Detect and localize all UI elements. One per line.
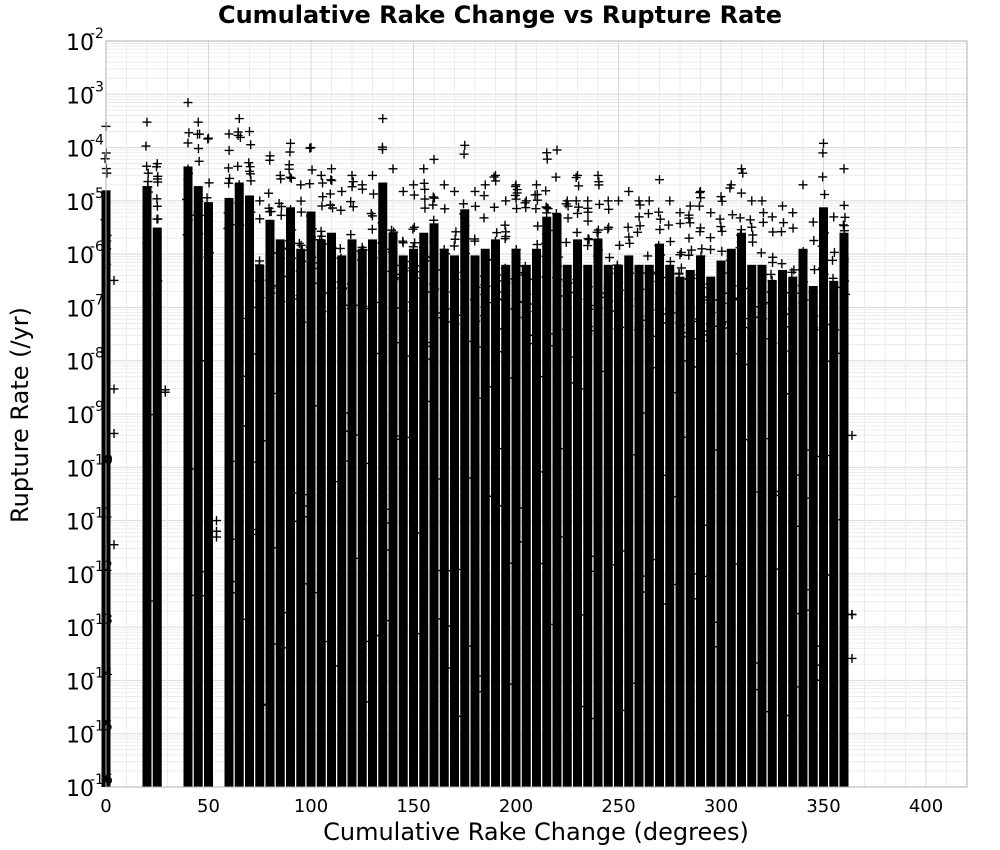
y-tick-label: 10 <box>66 457 94 483</box>
data-point <box>533 240 542 249</box>
data-point <box>420 204 429 213</box>
data-point <box>624 232 633 241</box>
data-point <box>695 188 704 197</box>
data-point-cluster <box>184 166 193 787</box>
data-point <box>512 204 521 213</box>
data-point <box>645 196 654 205</box>
data-point-cluster <box>245 195 254 787</box>
data-point <box>635 196 644 205</box>
data-point <box>161 385 170 394</box>
data-point <box>830 248 839 257</box>
data-point <box>604 196 613 205</box>
data-point <box>102 169 111 178</box>
data-point <box>748 238 757 247</box>
data-point <box>389 164 398 173</box>
data-point <box>716 222 725 231</box>
data-point <box>522 196 531 205</box>
data-point <box>757 248 766 257</box>
y-tick-label: 10 <box>66 297 94 323</box>
data-point <box>675 250 684 259</box>
data-point <box>828 256 837 265</box>
data-point <box>490 173 499 182</box>
y-tick-label: 10 <box>66 190 94 216</box>
data-points <box>101 98 857 787</box>
x-tick-label: 250 <box>601 796 636 817</box>
data-point <box>665 196 674 205</box>
data-point <box>747 196 756 205</box>
data-point-cluster <box>276 239 285 787</box>
y-tick-exponent: -7 <box>90 292 104 309</box>
data-point <box>768 212 777 221</box>
data-point-cluster <box>368 239 377 787</box>
data-point <box>195 157 204 166</box>
x-tick-label: 50 <box>197 796 220 817</box>
data-point-cluster <box>337 255 346 787</box>
data-point <box>318 179 327 188</box>
data-point <box>501 196 510 205</box>
data-point <box>532 180 541 189</box>
y-tick-label: 10 <box>66 510 94 536</box>
data-point <box>225 129 234 138</box>
x-tick-label: 400 <box>908 796 944 817</box>
x-axis-label: Cumulative Rake Change (degrees) <box>323 818 749 846</box>
y-tick-exponent: -11 <box>90 505 113 522</box>
data-point <box>501 234 510 243</box>
data-point <box>308 165 317 174</box>
data-point-cluster <box>460 209 469 787</box>
data-point <box>717 227 726 236</box>
data-point <box>736 213 745 222</box>
data-point <box>305 179 314 188</box>
data-point <box>759 218 768 227</box>
data-point <box>450 241 459 250</box>
chart-title: Cumulative Rake Change vs Rupture Rate <box>217 1 783 29</box>
data-point-cluster <box>194 186 203 787</box>
data-point <box>747 223 756 232</box>
data-point <box>286 139 295 148</box>
x-tick-labels <box>100 796 943 817</box>
data-point <box>336 244 345 253</box>
data-point <box>286 173 295 182</box>
data-point-cluster <box>389 233 398 787</box>
data-point-cluster <box>696 255 705 787</box>
data-point-cluster <box>317 239 326 787</box>
data-point <box>542 202 551 211</box>
data-point <box>337 187 346 196</box>
data-point <box>594 226 603 235</box>
y-tick-label: 10 <box>66 350 94 376</box>
data-point <box>655 225 664 234</box>
y-tick-exponent: -12 <box>90 558 113 575</box>
data-point-cluster <box>563 265 572 787</box>
data-point <box>490 203 499 212</box>
data-point <box>264 189 273 198</box>
data-point <box>544 204 553 213</box>
data-point <box>409 180 418 189</box>
data-point <box>686 218 695 227</box>
data-point-cluster <box>430 223 439 787</box>
data-point <box>574 181 583 190</box>
y-tick-exponent: -10 <box>90 452 113 469</box>
data-point <box>573 228 582 237</box>
data-point <box>738 169 747 178</box>
data-point <box>635 212 644 221</box>
data-point <box>717 192 726 201</box>
data-point <box>574 203 583 212</box>
data-point <box>820 190 829 199</box>
data-point <box>110 384 119 393</box>
data-point <box>541 186 550 195</box>
data-point <box>531 190 540 199</box>
data-point-cluster <box>491 239 500 787</box>
data-point-cluster <box>655 244 664 787</box>
data-point <box>594 171 603 180</box>
data-point-cluster <box>594 239 603 787</box>
data-point <box>696 187 705 196</box>
data-point <box>809 218 818 227</box>
data-point-cluster <box>840 233 849 787</box>
data-point-cluster <box>419 233 428 787</box>
data-point <box>410 191 419 200</box>
data-point-cluster <box>809 286 818 787</box>
data-point-cluster <box>348 239 357 787</box>
data-point-cluster <box>501 265 510 787</box>
data-point <box>624 187 633 196</box>
data-point <box>572 173 581 182</box>
data-point-cluster <box>768 281 777 787</box>
y-tick-exponent: -15 <box>90 718 113 735</box>
data-point <box>336 206 345 215</box>
data-point-cluster <box>624 255 633 787</box>
data-point <box>614 196 623 205</box>
y-tick-exponent: -2 <box>90 26 104 42</box>
data-point <box>450 187 459 196</box>
y-tick-exponent: -5 <box>90 185 104 202</box>
y-tick-label: 10 <box>66 670 94 696</box>
data-point-cluster <box>706 277 715 787</box>
data-point-cluster <box>255 265 264 787</box>
y-tick-exponent: -6 <box>90 239 104 256</box>
data-point <box>368 171 377 180</box>
data-point <box>420 195 429 204</box>
data-point-cluster <box>788 277 797 787</box>
data-point <box>779 218 788 227</box>
y-tick-label: 10 <box>66 84 94 110</box>
data-point <box>307 143 316 152</box>
data-point <box>194 118 203 127</box>
data-point <box>410 238 419 247</box>
data-point <box>512 180 521 189</box>
data-point-cluster <box>737 233 746 787</box>
data-point <box>655 175 664 184</box>
data-point <box>848 431 857 440</box>
y-tick-exponent: -3 <box>90 79 104 96</box>
y-tick-exponent: -13 <box>90 612 113 629</box>
data-point <box>491 171 500 180</box>
y-tick-label: 10 <box>66 137 94 163</box>
y-axis-label: Rupture Rate (/yr) <box>6 307 34 523</box>
data-point-cluster <box>358 249 367 787</box>
y-tick-exponent: -16 <box>90 772 113 788</box>
data-point <box>110 276 119 285</box>
data-point <box>460 141 469 150</box>
data-point <box>551 173 560 182</box>
data-point <box>224 163 233 172</box>
data-point <box>205 178 214 187</box>
data-point <box>285 148 294 157</box>
data-point <box>562 238 571 247</box>
data-point <box>297 241 306 250</box>
data-point <box>777 259 786 268</box>
data-point-cluster <box>204 202 213 787</box>
data-point <box>531 204 540 213</box>
data-point <box>583 241 592 250</box>
data-point <box>758 196 767 205</box>
data-point-cluster <box>409 249 418 787</box>
data-point-cluster <box>819 207 828 787</box>
y-tick-label: 10 <box>66 404 94 429</box>
data-point <box>399 187 408 196</box>
data-point-cluster <box>758 265 767 787</box>
data-point <box>460 150 469 159</box>
data-point <box>255 256 264 265</box>
data-point <box>572 196 581 205</box>
data-point <box>718 197 727 206</box>
data-point <box>706 245 715 254</box>
data-point-cluster <box>583 265 592 787</box>
data-point <box>471 187 480 196</box>
y-tick-label: 10 <box>66 563 94 589</box>
data-point-cluster <box>727 249 736 787</box>
data-point <box>564 214 573 223</box>
data-point-cluster <box>829 281 838 787</box>
y-tick-exponent: -4 <box>90 132 104 149</box>
data-point <box>840 201 849 210</box>
data-point <box>624 223 633 232</box>
data-point <box>327 176 336 185</box>
data-point-cluster <box>296 249 305 787</box>
data-point <box>410 223 419 232</box>
data-point <box>604 223 613 232</box>
data-point <box>819 139 828 148</box>
data-point-cluster <box>235 183 244 787</box>
data-point-cluster <box>645 265 654 787</box>
data-point-cluster <box>286 207 295 787</box>
data-point <box>840 164 849 173</box>
data-point <box>327 164 336 173</box>
data-point-cluster <box>799 249 808 787</box>
data-point <box>737 189 746 198</box>
data-point <box>297 197 306 206</box>
data-point <box>419 164 428 173</box>
data-point <box>789 224 798 233</box>
x-tick-label: 300 <box>703 796 739 817</box>
data-point <box>246 169 255 178</box>
data-point <box>348 182 357 191</box>
data-point-cluster <box>266 220 275 787</box>
data-point-cluster <box>676 277 685 787</box>
data-point <box>141 142 150 151</box>
data-point <box>326 175 335 184</box>
data-point-cluster <box>307 212 316 787</box>
data-point-cluster <box>327 233 336 787</box>
data-point <box>236 133 245 142</box>
y-tick-label: 10 <box>66 31 94 56</box>
data-point <box>194 144 203 153</box>
data-point <box>583 196 592 205</box>
data-point-cluster <box>143 186 152 787</box>
data-point <box>408 225 417 234</box>
data-point <box>492 228 501 237</box>
data-point-cluster <box>225 198 234 787</box>
data-point <box>245 127 254 136</box>
data-point <box>348 171 357 180</box>
data-point-cluster <box>399 255 408 787</box>
data-point-cluster <box>512 249 521 787</box>
data-point <box>451 235 460 244</box>
data-point-cluster <box>665 265 674 787</box>
data-point <box>420 179 429 188</box>
data-point <box>204 134 213 143</box>
data-point <box>440 180 449 189</box>
data-point <box>480 213 489 222</box>
data-point <box>818 172 827 181</box>
data-point <box>677 263 686 272</box>
y-tick-exponent: -8 <box>90 345 104 362</box>
data-point <box>245 167 254 176</box>
data-point <box>296 180 305 189</box>
data-point <box>603 225 612 234</box>
data-point <box>184 128 193 137</box>
y-tick-label: 10 <box>66 777 94 802</box>
data-point <box>224 179 233 188</box>
data-point <box>142 162 151 171</box>
y-tick-exponent: -9 <box>90 399 104 415</box>
data-point <box>152 194 161 203</box>
data-point-cluster <box>481 249 490 787</box>
y-tick-label: 10 <box>66 617 94 643</box>
x-tick-label: 0 <box>100 796 112 817</box>
x-tick-label: 350 <box>806 796 841 817</box>
data-point <box>212 516 221 525</box>
data-point-cluster <box>153 228 162 787</box>
data-point <box>615 241 624 250</box>
data-point-cluster <box>542 217 551 787</box>
data-point <box>203 134 212 143</box>
data-point <box>368 225 377 234</box>
data-point <box>358 180 367 189</box>
data-point <box>317 171 326 180</box>
x-tick-label: 200 <box>498 796 534 817</box>
data-point-cluster <box>553 214 562 787</box>
data-point <box>625 239 634 248</box>
y-tick-label: 10 <box>66 244 94 270</box>
data-point <box>428 200 437 209</box>
data-point-cluster <box>378 183 387 787</box>
data-point <box>684 234 693 243</box>
data-point <box>767 270 776 279</box>
data-point <box>728 210 737 219</box>
data-point-cluster <box>471 255 480 787</box>
data-point <box>255 196 264 205</box>
data-point-cluster <box>440 249 449 787</box>
data-point <box>285 165 294 174</box>
data-point-cluster <box>686 270 695 787</box>
data-point <box>144 169 153 178</box>
data-point-cluster <box>635 265 644 787</box>
data-point <box>573 171 582 180</box>
data-point <box>585 235 594 244</box>
data-point-cluster <box>532 249 541 787</box>
x-tick-label: 150 <box>396 796 431 817</box>
x-tick-label: 100 <box>293 796 329 817</box>
data-point <box>706 233 715 242</box>
data-point-cluster <box>747 265 756 787</box>
data-point <box>369 190 378 199</box>
data-point-cluster <box>614 265 623 787</box>
data-point <box>840 213 849 222</box>
data-point-cluster <box>522 265 531 787</box>
data-point-cluster <box>717 261 726 787</box>
data-point <box>799 180 808 189</box>
data-point <box>212 527 221 536</box>
data-point <box>583 217 592 226</box>
data-point <box>480 191 489 200</box>
data-point-cluster <box>450 255 459 787</box>
data-point <box>829 212 838 221</box>
data-point <box>697 244 706 253</box>
data-point-cluster <box>604 265 613 787</box>
data-point <box>809 236 818 245</box>
data-point <box>481 180 490 189</box>
data-point <box>429 192 438 201</box>
data-point <box>183 138 192 147</box>
y-tick-label: 10 <box>66 723 94 749</box>
data-point <box>636 200 645 209</box>
y-tick-exponent: -14 <box>90 665 113 682</box>
data-point <box>676 219 685 228</box>
data-point <box>737 164 746 173</box>
data-point <box>666 257 675 266</box>
data-point-cluster <box>573 239 582 787</box>
data-point <box>143 118 152 127</box>
